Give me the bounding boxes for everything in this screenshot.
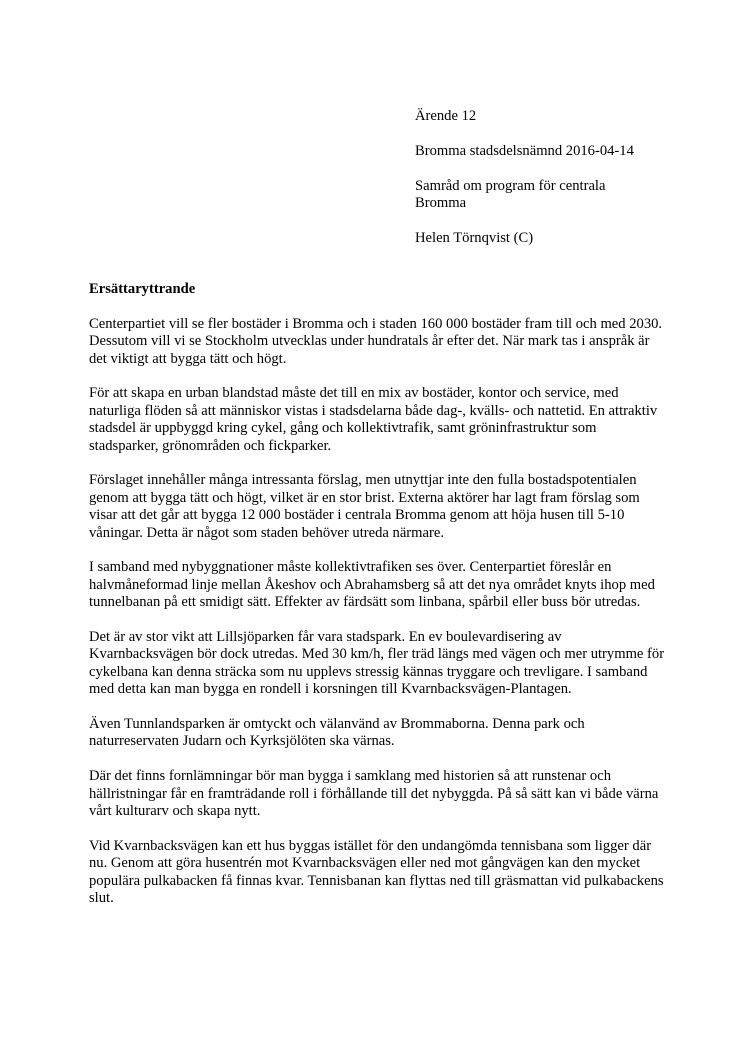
- subject-line-1: Samråd om program för centrala: [415, 177, 606, 194]
- paragraph-4: I samband med nybyggnationer måste kollektivtrafiken ses över. Centerpartiet föreslår en halvmåneformad linje mellan Åkeshov och Abrahamsberg så att det nya området knyts ihop med tunnelbanan på ett smidigt sätt. Effekter av färdsätt som linbana, spårbil eller buss bör utredas.: [89, 559, 655, 611]
- paragraph-5: Det är av stor vikt att Lillsjöparken får vara stadspark. En ev boulevardisering av Kvarnbacksvägen bör dock utredas. Med 30 km/h, fler träd längs med vägen och mer utrymme för cykelbana kan denna sträcka som nu upplevs stressig kännas tryggare och trevligare. I samband med detta kan man bygga en rondell i korsningen till Kvarnbacksvägen-Plantagen.: [89, 629, 665, 698]
- paragraph-2: För att skapa en urban blandstad måste det till en mix av bostäder, kontor och service, med naturliga flöden så att människor vistas i stadsdelarna både dag-, kvälls- och nattetid. En attraktiv stadsdel är uppbyggd kring cykel, gång och kollektivtrafik, samt gröninfrastruktur som stadsparker, grönområden och fickparker.: [89, 385, 658, 454]
- document-heading: Ersättaryttrande: [89, 281, 196, 297]
- author: Helen Törnqvist (C): [415, 229, 534, 246]
- paragraph-3: Förslaget innehåller många intressanta förslag, men utnyttjar inte den fulla bostadspotentialen genom att bygga tätt och högt, vilket är en stor brist. Externa aktörer har lagt fram förslag som visar att det går att bygga 12 000 bostäder i centrala Bromma genom att höja husen till 5-10 våningar. Detta är något som staden behöver utreda närmare.: [89, 472, 640, 541]
- paragraph-7: Där det finns fornlämningar bör man bygga i samklang med historien så att runstenar och hällristningar får en framträdande roll i förhållande till det nybyggda. På så sätt kan vi både värna vårt kulturarv och skapa nytt.: [89, 768, 659, 820]
- subject: [415, 178, 675, 213]
- document-header: [415, 108, 675, 265]
- paragraph-1: Centerpartiet vill se fler bostäder i Bromma och i staden 160 000 bostäder fram till och med 2030. Dessutom vill vi se Stockholm utvecklas under hundratals år efter det. När mark tas i anspråk är det viktigt att bygga tätt och högt.: [89, 315, 663, 367]
- case-number: Ärende 12: [415, 108, 477, 124]
- document-body: [89, 281, 669, 925]
- subject-line-2: Bromma: [415, 195, 467, 211]
- meeting-info: Bromma stadsdelsnämnd 2016-04-14: [415, 142, 634, 159]
- paragraph-6: Även Tunnlandsparken är omtyckt och välanvänd av Brommaborna. Denna park och naturreservaten Judarn och Kyrksjölöten ska värnas.: [89, 716, 585, 750]
- paragraph-8: Vid Kvarnbacksvägen kan ett hus byggas istället för den undangömda tennisbana som ligger där nu. Genom att göra husentrén mot Kvarnbacksvägen eller ned mot gångvägen kan den mycket populära pulkabacken få finnas kvar. Tennisbanan kan flyttas ned till gräsmattan vid pulkabackens slut.: [89, 837, 664, 907]
